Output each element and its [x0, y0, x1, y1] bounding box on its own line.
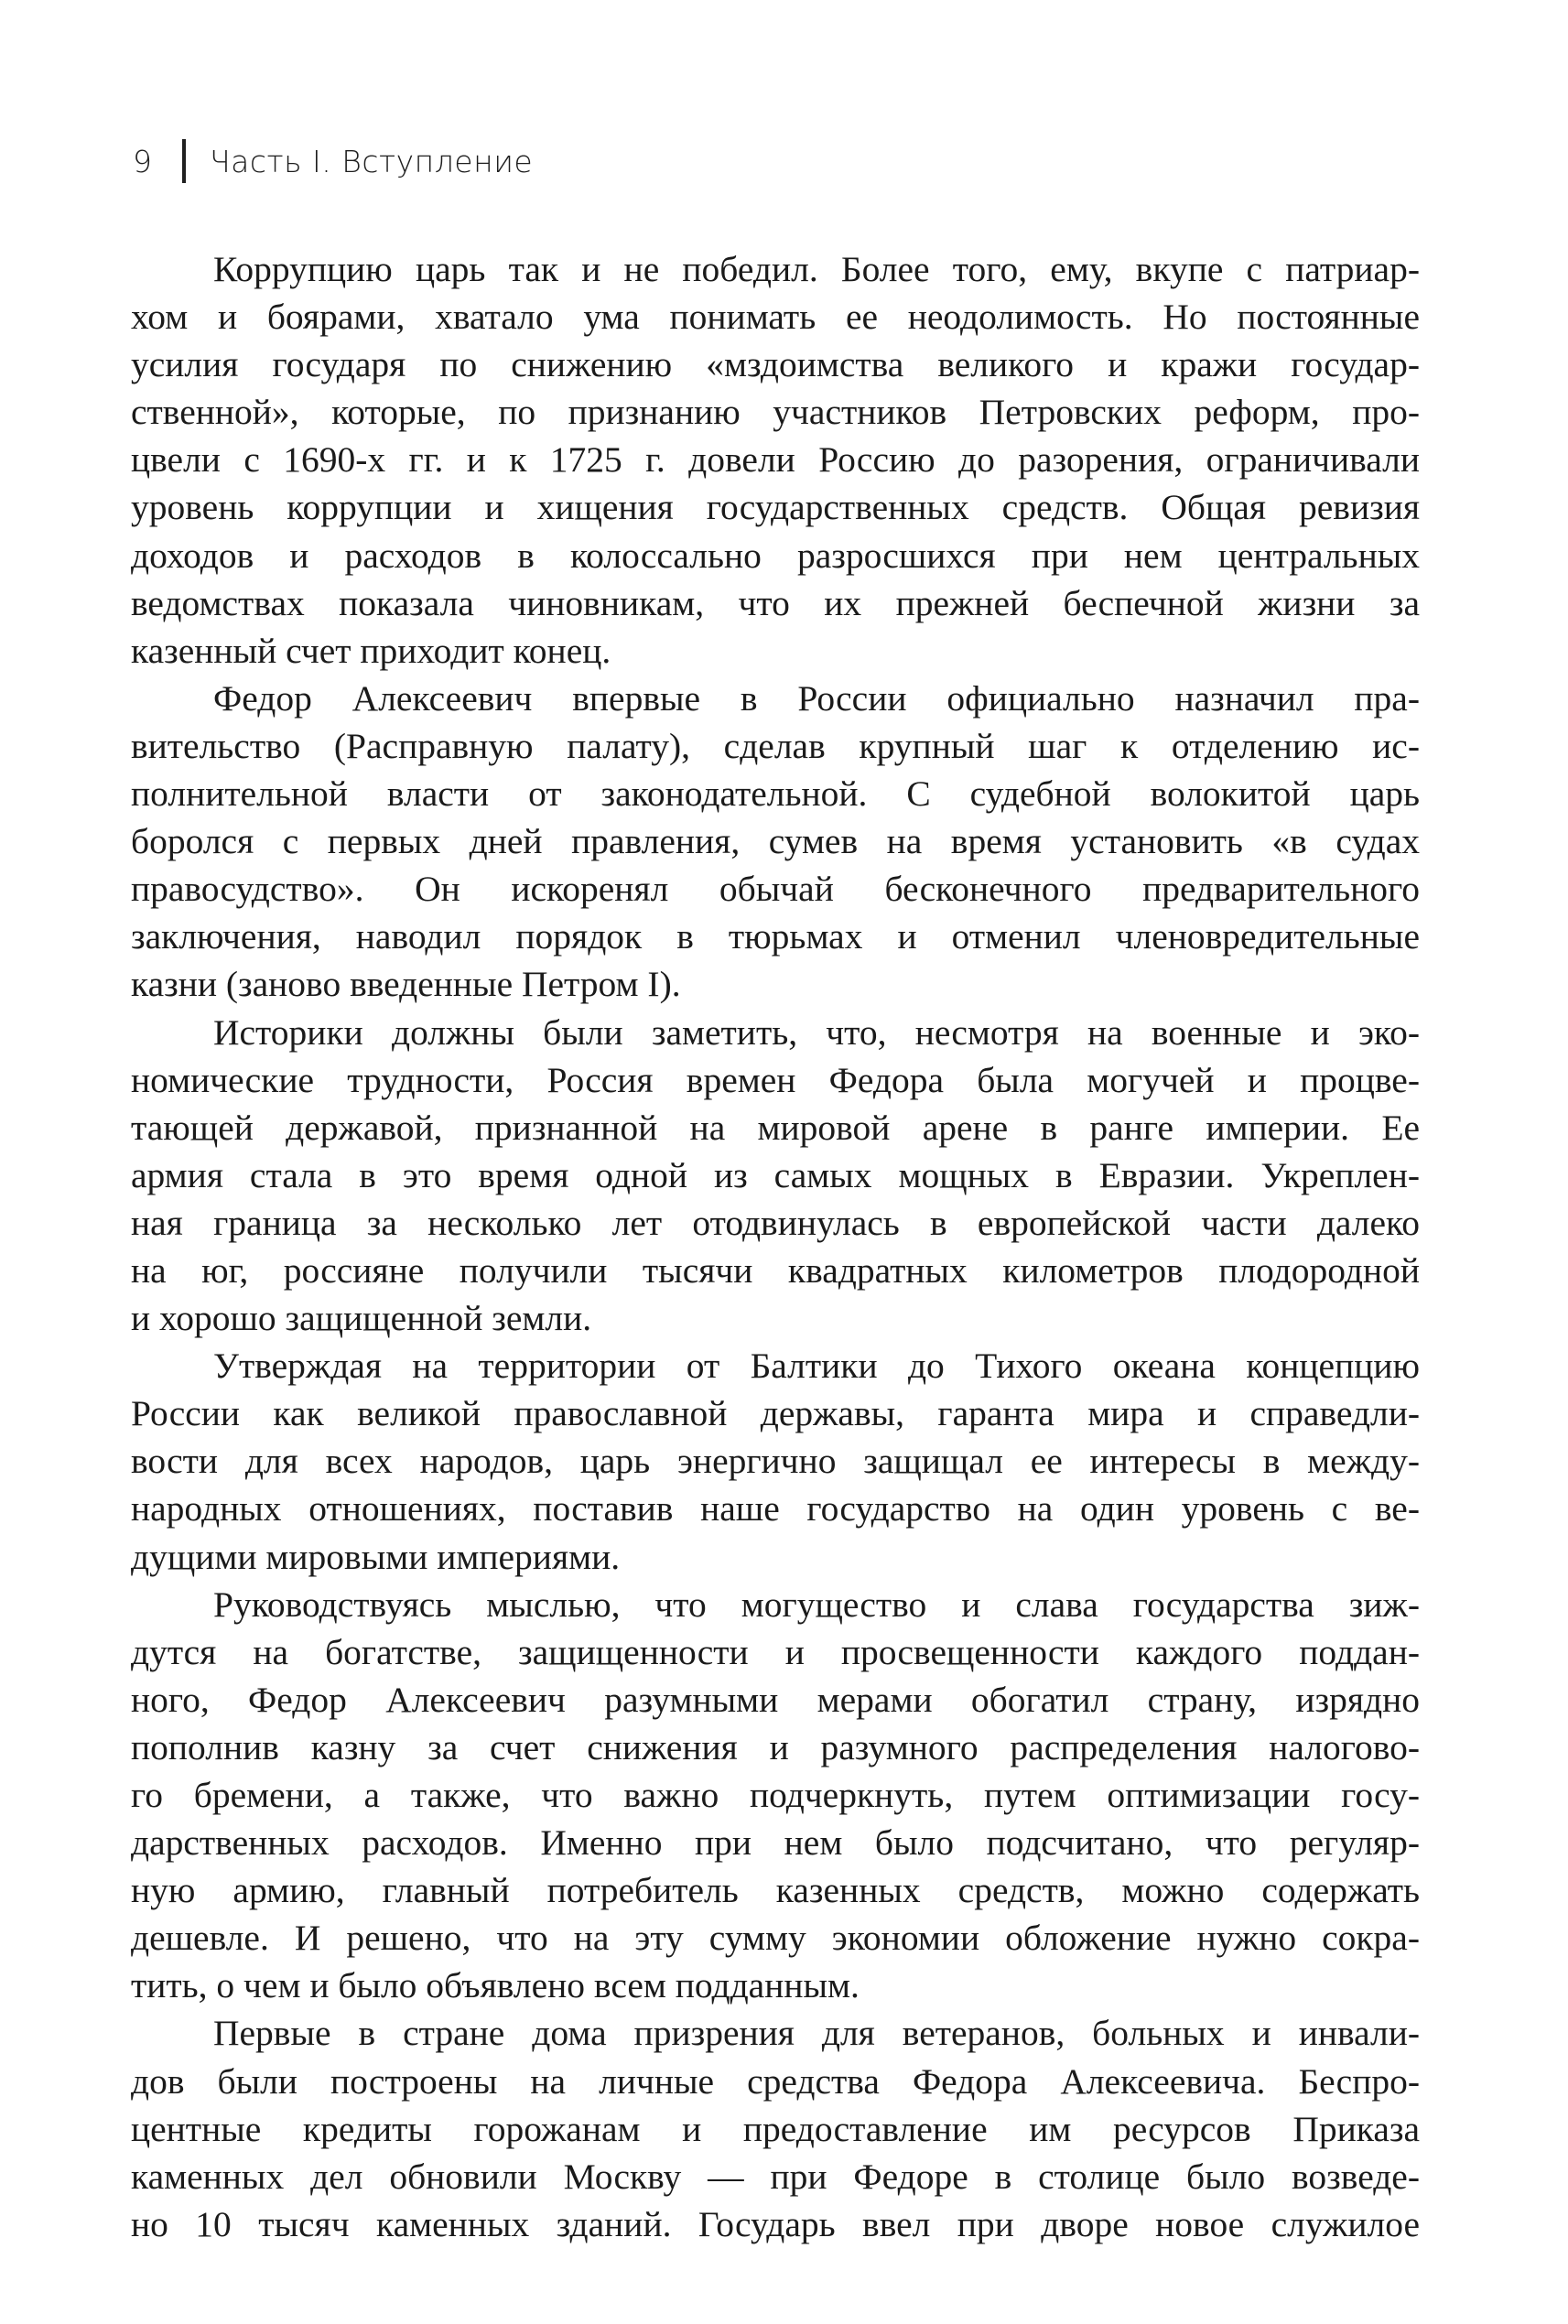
text-line: центные кредиты горожанам и предоставление им ресурсов Приказа [131, 2108, 1420, 2149]
text-line: вительство (Расправную палату), сделав крупный шаг к отделению ис- [131, 725, 1420, 766]
text-line: пополнив казну за счет снижения и разумного распределения налогово- [131, 1726, 1420, 1767]
text-line: заключения, наводил порядок в тюрьмах и отменил членовредительные [131, 916, 1420, 957]
text-line: ведомствах показала чиновникам, что их прежней беспечной жизни за [131, 582, 1420, 623]
text-line: усилия государя по снижению «мздоимства великого и кражи государ- [131, 344, 1420, 385]
text-line: Историки должны были заметить, что, несмотря на военные и эко- [213, 1011, 1420, 1053]
text-line: армия стала в это время одной из самых мощных в Евразии. Укреплен- [131, 1154, 1420, 1195]
text-line: дутся на богатстве, защищенности и просвещенности каждого поддан- [131, 1631, 1420, 1672]
paragraph [131, 1581, 1420, 2010]
text-line: тающей державой, признанной на мировой арене в ранге империи. Ее [131, 1107, 1420, 1148]
text-line: хом и боярами, хватало ума понимать ее неодолимость. Но постоянные [131, 297, 1420, 338]
text-line: и хорошо защищенной земли. [131, 1298, 592, 1339]
text-line: Коррупцию царь так и не победил. Более того, ему, вкупе с патриар- [213, 249, 1420, 289]
page-number: 9 [133, 143, 153, 179]
text-line: полнительной власти от законодательной. С судебной волокитой царь [131, 773, 1420, 815]
text-line: вости для всех народов, царь энергично защищал ее интересы в между- [131, 1441, 1420, 1482]
paragraph [131, 1342, 1420, 1580]
text-line: номические трудности, Россия времен Федора была могучей и процве- [131, 1059, 1420, 1100]
text-line: ственной», которые, по признанию участников Петровских реформ, про- [131, 392, 1420, 433]
section-title: Часть I. Вступление [210, 143, 534, 179]
text-line: дущими мировыми империями. [131, 1536, 621, 1577]
text-line: Первые в стране дома призрения для ветеранов, больных и инвали- [213, 2013, 1420, 2054]
text-line: го бремени, а также, что важно подчеркнуть, путем оптимизации госу- [131, 1775, 1420, 1815]
text-line: на юг, россияне получили тысячи квадратных километров плодородной [131, 1249, 1420, 1291]
text-line: но 10 тысяч каменных зданий. Государь ввел при дворе новое служилое [131, 2203, 1420, 2244]
text-line: дешевле. И решено, что на эту сумму экономии обложение нужно сокра- [131, 1918, 1420, 1959]
text-line: ную армию, главный потребитель казенных средств, можно содержать [131, 1870, 1420, 1911]
text-line: ная граница за несколько лет отодвинулась в европейской части далеко [131, 1202, 1420, 1243]
text-line: каменных дел обновили Москву — при Федоре в столице было возведе- [131, 2156, 1420, 2197]
paragraph [131, 1009, 1420, 1343]
text-line: России как великой православной державы, гаранта мира и справедли- [131, 1393, 1420, 1434]
text-line: Федор Алексеевич впервые в России официально назначил пра- [213, 677, 1420, 719]
text-line: цвели с 1690-х гг. и к 1725 г. довели Россию до разорения, ограничивали [131, 439, 1420, 481]
text-line: правосудство». Он искоренял обычай бесконечного предварительного [131, 869, 1420, 910]
text-line: тить, о чем и было объявлено всем подданным. [131, 1965, 860, 2006]
text-line: ного, Федор Алексеевич разумными мерами обогатил страну, изрядно [131, 1679, 1420, 1720]
text-line: Руководствуясь мыслью, что могущество и слава государства зиж- [213, 1584, 1420, 1625]
text-line: уровень коррупции и хищения государственных средств. Общая ревизия [131, 487, 1420, 528]
paragraph [131, 675, 1420, 1009]
text-line: казни (заново введенные Петром I). [131, 964, 681, 1005]
text-line: доходов и расходов в колоссально разросшихся при нем центральных [131, 535, 1420, 576]
paragraph [131, 245, 1420, 675]
text-line: дарственных расходов. Именно при нем было подсчитано, что регуляр- [131, 1822, 1420, 1864]
text-line: казенный счет приходит конец. [131, 630, 611, 671]
header-divider [182, 139, 186, 183]
paragraph [131, 2009, 1420, 2247]
text-line: боролся с первых дней правления, сумев на время установить «в судах [131, 821, 1420, 862]
running-head [133, 135, 533, 187]
text-line: Утверждая на территории от Балтики до Тихого океана концепцию [213, 1346, 1420, 1387]
text-line: дов были построены на личные средства Федора Алексеевича. Беспро- [131, 2060, 1420, 2102]
body-text [131, 245, 1420, 2248]
text-line: народных отношениях, поставив наше государство на один уровень с ве- [131, 1488, 1420, 1530]
